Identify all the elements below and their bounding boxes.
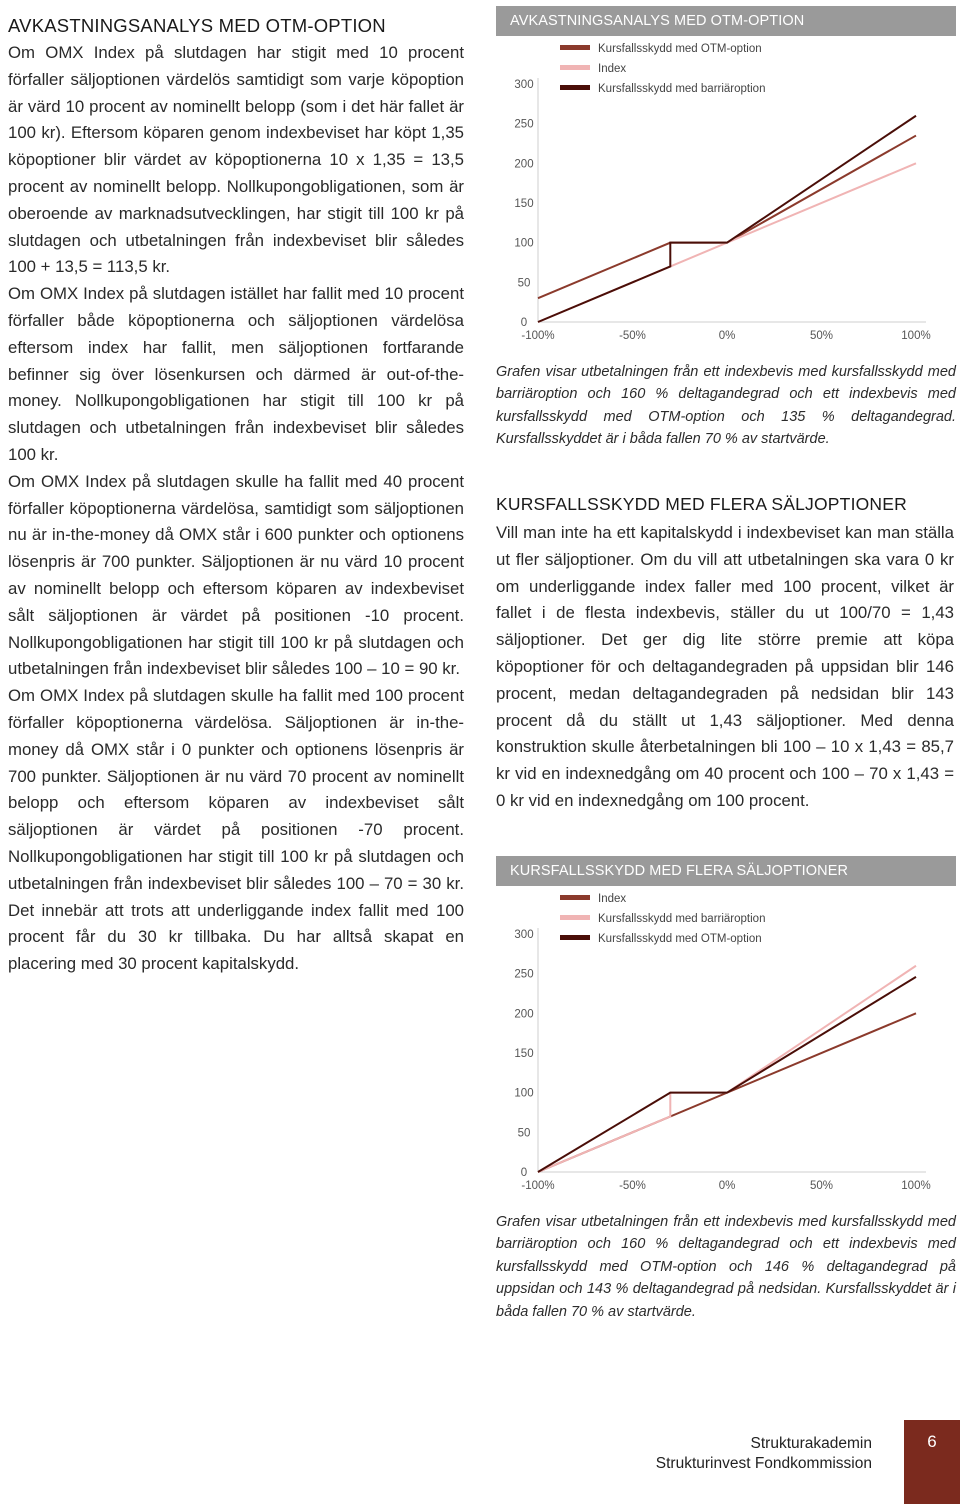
chart-2 — [496, 856, 956, 1206]
right-paragraph: Vill man inte ha ett kapitalskydd i indexbeviset kan man ställa ut fler säljoptioner. Om du vill att utbetalningen ska vara 0 kr om underliggande index faller med 100 procent, vilket är fallet i de flesta indexbevis, ställer du ut 100/70 = 1,43 säljoptioner. Det ger dig lite större premie att köpa köpoptioner för och deltagandegraden på uppsidan blir 146 procent, medan deltagandegraden på nedsidan blir 143 procent då du ställt ut 1,43 säljoptioner. Med denna konstruktion skulle återbetalningen bli 100 – 10 x 1,43 = 85,7 kr vid en indexnedgång om 40 procent och 100 – 70 x 1,43 = 0 kr vid en indexnedgång om 100 procent. — [496, 523, 954, 810]
footer-line-2: Strukturinvest Fondkommission — [655, 1455, 872, 1472]
legend-label-1: Index — [598, 893, 627, 905]
chart-1-caption: Grafen visar utbetalningen från ett indexbevis med kursfallsskydd med barriäroption och 160 % deltagandegrad och ett indexbevis med kursfallsskydd med OTM-option och 135 % deltagandegrad. Kursfallsskyddet är i båda fallen 70 % av startvärde. — [496, 364, 956, 448]
legend-label-3: Kursfallsskydd med barriäroption — [598, 83, 766, 95]
x-tick-label: 50% — [809, 1180, 834, 1192]
left-paragraph-2: Om OMX Index på slutdagen istället har fallit med 10 procent förfaller både köpoptionerna och säljoptionen värdelösa eftersom index har fallit, men säljoptionen fortfarande befinner sig över lösenkursen och därmed är out-of-the-money. Nollkupongobligationen har stigit till 100 kr på slutdagen och utbetalningen från indexbeviset blir således 100 kr. — [8, 284, 464, 464]
x-tick-label: -100% — [521, 330, 555, 342]
legend-swatch-1 — [560, 45, 590, 50]
series-line-1 — [538, 136, 916, 299]
y-tick-label: 250 — [514, 968, 534, 981]
y-tick-label: 0 — [520, 317, 528, 329]
y-tick-label: 300 — [514, 79, 534, 91]
y-tick-label: 50 — [517, 277, 531, 290]
y-tick-label: 150 — [514, 1048, 534, 1060]
footer-line-1: Strukturakademin — [750, 1435, 872, 1452]
legend-swatch-2 — [560, 65, 590, 70]
x-tick-label: 100% — [901, 330, 931, 342]
x-tick-label: 100% — [901, 1180, 931, 1192]
chart-2-header: KURSFALLSSKYDD MED FLERA SÄLJOPTIONER — [496, 856, 956, 886]
x-tick-label: 0% — [718, 330, 736, 342]
left-paragraph-1: Om OMX Index på slutdagen har stigit med 10 procent förfaller säljoptionen värdelös samtidigt som varje köpoption är värd 10 procent av nominellt belopp (som i det här fallet är 100 kr). Eftersom köparen genom indexbeviset har köpt 1,35 köpoptioner blir värdet av köpoptionerna 10 x 1,35 = 13,5 procent av nominellt belopp. Nollkupongobligationen, som är oberoende av marknadsutvecklingen, har stigit till 100 kr på slutdagen och utbetalningen från indexbeviset blir således 100 + 13,5 = 113,5 kr. — [8, 43, 464, 277]
y-tick-label: 0 — [520, 1167, 528, 1179]
legend-label-2: Kursfallsskydd med barriäroption — [598, 913, 766, 925]
left-paragraph-4: Om OMX Index på slutdagen skulle ha fallit med 100 procent förfaller köpoptionerna värdelösa. Säljoptionen är in-the-money då OMX står i 0 punkter och optionens lösenpris är 700 punkter. Säljoptionen är nu värd 70 procent av nominellt belopp och eftersom köparen av indexbeviset sålt säljoptionen är värdet på positionen -70 procent. Nollkupongobligationen har stigit till 100 kr på slutdagen och utbetalningen från indexbeviset blir således 100 – 70 = 30 kr. Det innebär att trots att underliggande index fallit med 100 procent får du 30 kr tillbaka. Du har alltså skapat en placering med 30 procent kapitalskydd. — [8, 686, 464, 974]
chart-1-header: AVKASTNINGSANALYS MED OTM-OPTION — [496, 6, 956, 36]
legend-label-2: Index — [598, 63, 627, 75]
y-tick-label: 200 — [514, 1008, 534, 1021]
y-tick-label: 100 — [514, 1087, 534, 1100]
left-column — [8, 12, 464, 978]
legend-swatch-3 — [560, 935, 590, 940]
left-body — [8, 40, 464, 978]
legend-swatch-2 — [560, 915, 590, 920]
x-tick-label: -50% — [619, 330, 646, 342]
y-tick-label: 100 — [514, 237, 534, 250]
legend-label-3: Kursfallsskydd med OTM-option — [598, 933, 762, 945]
x-tick-label: -100% — [521, 1180, 555, 1192]
series-line-3 — [538, 116, 916, 322]
right-body — [496, 520, 954, 815]
series-line-3 — [538, 977, 916, 1172]
y-tick-label: 300 — [514, 929, 534, 941]
chart-2-plot — [496, 886, 956, 1206]
chart-2-caption: Grafen visar utbetalningen från ett indexbevis med kursfallsskydd med barriäroption och 160 % deltagandegrad och ett indexbevis med kursfallsskydd med OTM-option och 146 % deltagandegrad på uppsidan och 143 % deltagandegrad på nedsidan. Kursfallsskyddet är i båda fallen 70 % av startvärde. — [496, 1214, 956, 1320]
legend-label-1: Kursfallsskydd med OTM-option — [598, 43, 762, 55]
y-tick-label: 250 — [514, 118, 534, 131]
legend-swatch-1 — [560, 895, 590, 900]
y-tick-label: 200 — [514, 158, 534, 171]
legend-swatch-3 — [560, 85, 590, 90]
footer-brand — [656, 1434, 872, 1474]
x-tick-label: 50% — [809, 330, 834, 342]
chart-1 — [496, 6, 956, 356]
left-section-title: AVKASTNINGSANALYS MED OTM-OPTION — [8, 15, 386, 36]
series-line-2 — [538, 966, 916, 1172]
chart-1-plot — [496, 36, 956, 356]
y-tick-label: 150 — [514, 198, 534, 210]
left-paragraph-3: Om OMX Index på slutdagen skulle ha fallit med 40 procent förfaller köpoptionerna värdelösa, samtidigt som säljoptionen nu är in-the-money då OMX står i 600 punkter och optionens lösenpris är 700 punkter. Säljoptionen är nu värd 10 procent av nominellt belopp och eftersom köparen av indexbeviset sålt säljoptionen är värdet på positionen -10 procent. Nollkupongobligationen har stigit till 100 kr på slutdagen och utbetalningen från indexbeviset blir således 100 – 10 = 90 kr. — [8, 471, 464, 679]
x-tick-label: 0% — [718, 1180, 736, 1192]
y-tick-label: 50 — [517, 1127, 531, 1140]
x-tick-label: -50% — [619, 1180, 646, 1192]
right-section-title: KURSFALLSSKYDD MED FLERA SÄLJOPTIONER — [496, 494, 907, 514]
footer — [600, 1420, 960, 1504]
page-number: 6 — [904, 1420, 960, 1504]
